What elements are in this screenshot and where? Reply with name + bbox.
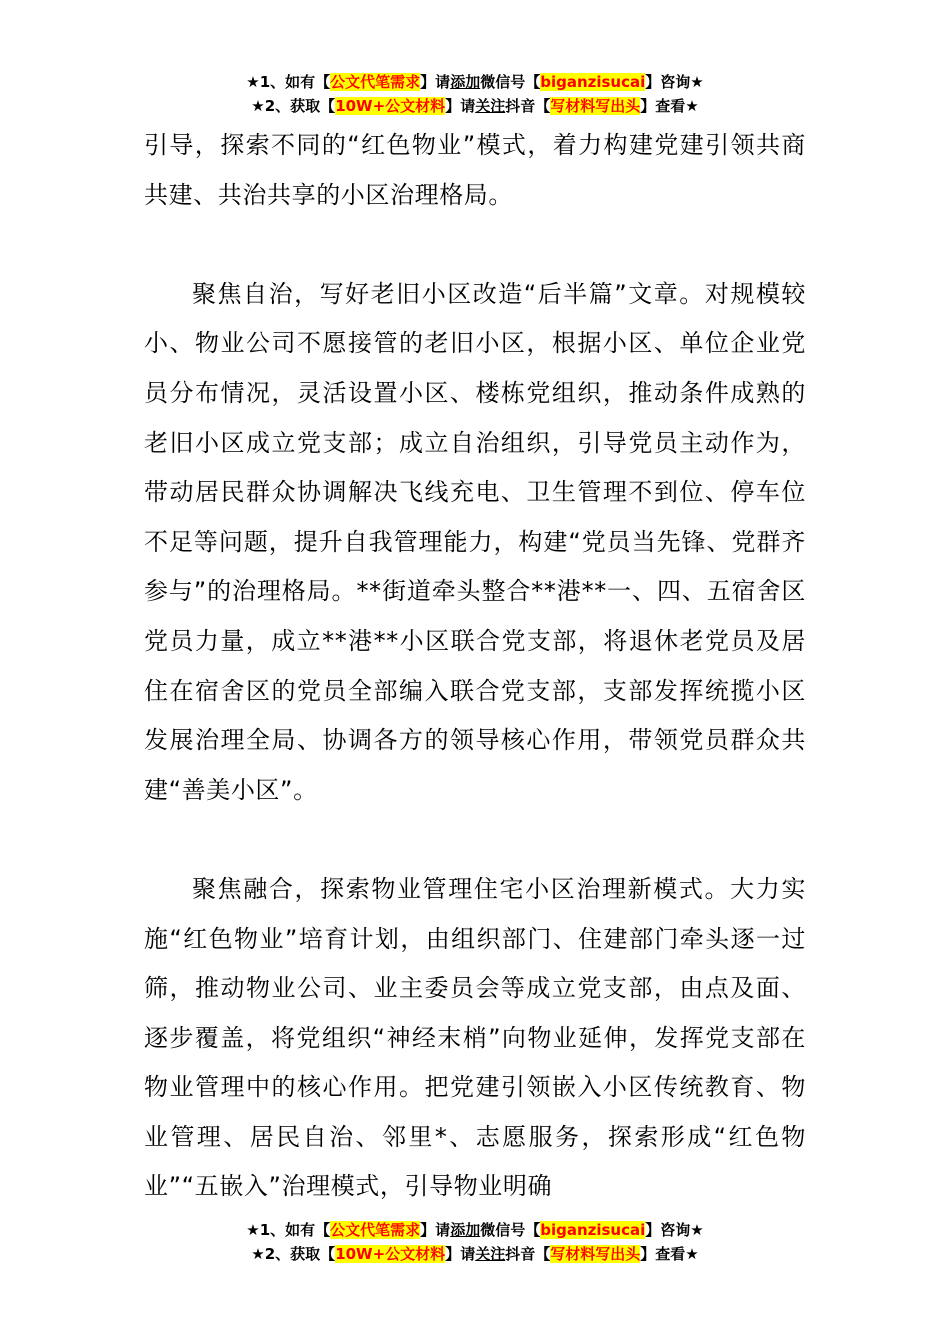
document-body xyxy=(144,121,806,1212)
notice-line-2: ★2、获取【10W+公文材料】请关注抖音【写材料写出头】查看★ xyxy=(251,97,699,115)
highlight-wechat-id: biganzisucai xyxy=(540,73,646,91)
paragraph-self-governance: 聚焦自治，写好老旧小区改造“后半篇”文章。对规模较小、物业公司不愿接管的老旧小区，根据小区、单位企业党员分布情况，灵活设置小区、楼栋党组织，推动条件成熟的老旧小区成立党支部；成立自治组织，引导党员主动作为，带动居民群众协调解决飞线充电、卫生管理不到位、停车位不足等问题，提升自我管理能力，构建“党员当先锋、党群齐参与”的治理格局。**街道牵头整合**港**一、四、五宿舍区党员力量，成立**港**小区联合党支部，将退休老党员及居住在宿舍区的党员全部编入联合党支部，支部发挥统揽小区发展治理全局、协调各方的领导核心作用，带领党员群众共建“善美小区”。 xyxy=(144,279,806,804)
highlight-materials: 10W+公文材料 xyxy=(335,97,446,115)
highlight-service: 公文代笔需求 xyxy=(330,1221,421,1239)
paragraph-continued: 引导，探索不同的“红色物业”模式，着力构建党建引领共商共建、共治共享的小区治理格局。 xyxy=(144,131,806,209)
highlight-materials: 10W+公文材料 xyxy=(335,1245,446,1263)
highlight-wechat-id: biganzisucai xyxy=(540,1221,646,1239)
notice-line-1: ★1、如有【公文代笔需求】请添加微信号【biganzisucai】咨询★ xyxy=(246,1221,704,1239)
highlight-service: 公文代笔需求 xyxy=(330,73,421,91)
paragraph-gap xyxy=(144,220,806,270)
highlight-douyin-account: 写材料写出头 xyxy=(550,97,641,115)
highlight-douyin-account: 写材料写出头 xyxy=(550,1245,641,1263)
paragraph-integration: 聚焦融合，探索物业管理住宅小区治理新模式。大力实施“红色物业”培育计划，由组织部门、住建部门牵头逐一过筛，推动物业公司、业主委员会等成立党支部，由点及面、逐步覆盖，将党组织“神经末梢”向物业延伸，发挥党支部在物业管理中的核心作用。把党建引领嵌入小区传统教育、物业管理、居民自治、邻里*、志愿服务，探索形成“红色物业”“五嵌入”治理模式，引导物业明确 xyxy=(144,874,806,1201)
header-notice-banner xyxy=(0,70,950,118)
notice-line-1: ★1、如有【公文代笔需求】请添加微信号【biganzisucai】咨询★ xyxy=(246,73,704,91)
footer-notice-banner xyxy=(0,1218,950,1266)
notice-line-2: ★2、获取【10W+公文材料】请关注抖音【写材料写出头】查看★ xyxy=(251,1245,699,1263)
paragraph-gap xyxy=(144,815,806,865)
